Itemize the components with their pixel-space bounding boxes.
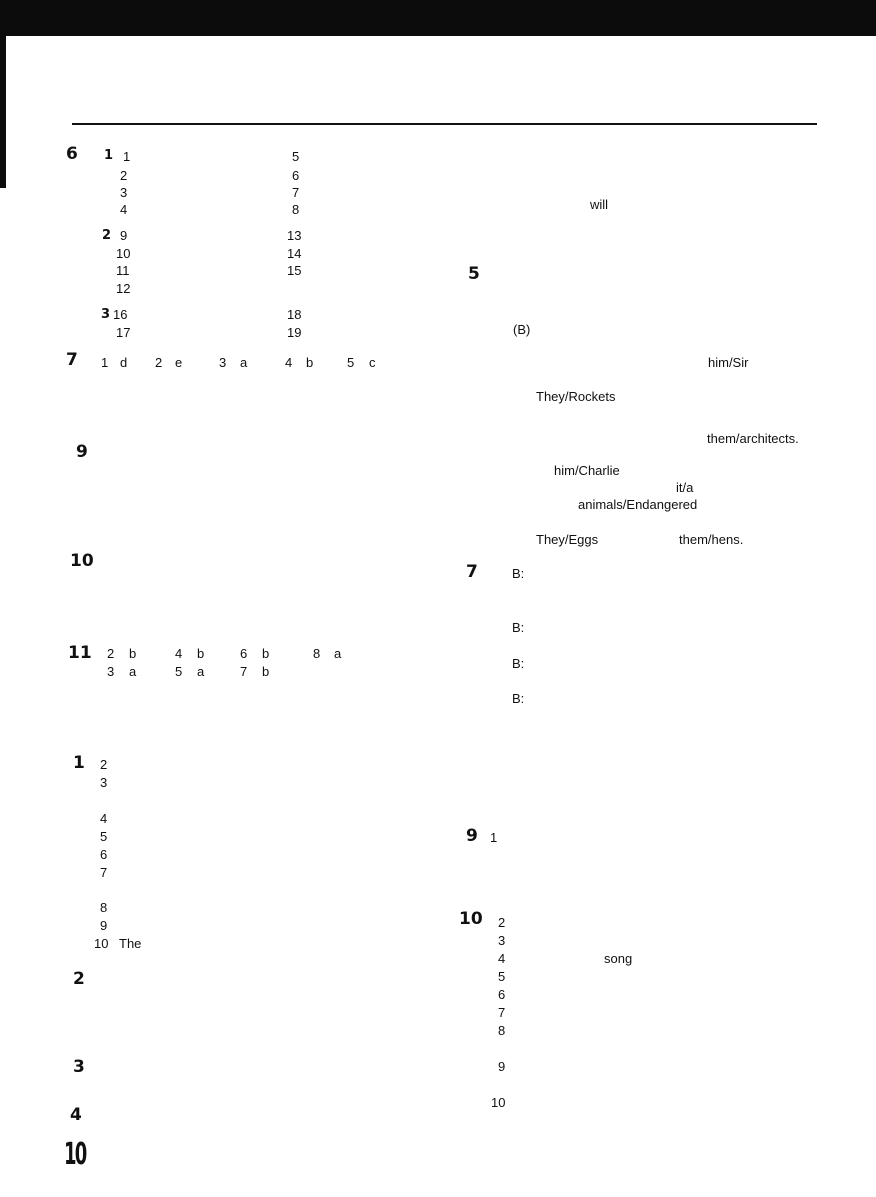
- exercise-6-part-1: 1: [104, 148, 114, 163]
- sec1-item: 3: [100, 775, 108, 790]
- ex7-item-answer: b: [306, 355, 314, 370]
- ex7-item-number: 5: [347, 355, 355, 370]
- ex11-item-answer: b: [262, 664, 270, 679]
- ex6-item: 9: [120, 228, 128, 243]
- exercise-6-number: 6: [66, 144, 78, 164]
- ex11-item-answer: a: [334, 646, 342, 661]
- ex6-item: 7: [292, 185, 300, 200]
- ex6-item: 19: [287, 325, 302, 340]
- ex10-item: 2: [498, 915, 506, 930]
- ex10-word: song: [604, 951, 633, 966]
- ex6-item: 18: [287, 307, 302, 322]
- ex7-item-number: 4: [285, 355, 293, 370]
- exercise-7-right-number: 7: [466, 562, 478, 582]
- section-2-number: 2: [73, 969, 85, 989]
- ex6-item: 8: [292, 202, 300, 217]
- ex11-item-number: 5: [175, 664, 183, 679]
- page-edge-bar: [0, 36, 6, 188]
- exercise-6-part-2: 2: [102, 228, 112, 243]
- ex11-item-answer: b: [197, 646, 205, 661]
- ex6-item: 4: [120, 202, 128, 217]
- ex6-item: 12: [116, 281, 131, 296]
- ex7-item-number: 2: [155, 355, 163, 370]
- exercise-7-number: 7: [66, 350, 78, 370]
- exercise-10-number: 10: [70, 551, 94, 571]
- ex6-item: 17: [116, 325, 131, 340]
- ex5-b-label: (B): [513, 322, 531, 337]
- section-1-number: 1: [73, 753, 85, 773]
- ex9-item: 1: [490, 830, 498, 845]
- section-3-number: 3: [73, 1057, 85, 1077]
- ex10-item: 5: [498, 969, 506, 984]
- ex10-item: 7: [498, 1005, 506, 1020]
- ex7-b-label: B:: [512, 691, 525, 706]
- ex7-b-label: B:: [512, 566, 525, 581]
- ex7-item-answer: c: [369, 355, 376, 370]
- ex11-item-answer: b: [129, 646, 137, 661]
- sec1-word: The: [119, 936, 142, 951]
- ex6-item: 10: [116, 246, 131, 261]
- ex5-word: They/Eggs: [536, 532, 599, 547]
- ex6-item: 11: [116, 263, 130, 278]
- ex5-word: it/a: [676, 480, 694, 495]
- word-will: will: [590, 197, 609, 212]
- ex11-item-number: 7: [240, 664, 248, 679]
- sec1-item: 4: [100, 811, 108, 826]
- ex5-word: them/hens.: [679, 532, 744, 547]
- ex5-word: him/Charlie: [554, 463, 620, 478]
- ex6-item: 2: [120, 168, 128, 183]
- ex7-b-label: B:: [512, 620, 525, 635]
- sec1-item: 9: [100, 918, 108, 933]
- ex10-item: 9: [498, 1059, 506, 1074]
- exercise-10-right-number: 10: [459, 909, 483, 929]
- exercise-9-number: 9: [76, 442, 88, 462]
- section-4-number: 4: [70, 1105, 82, 1125]
- ex6-item: 6: [292, 168, 300, 183]
- ex7-item-number: 3: [219, 355, 227, 370]
- ex11-item-number: 8: [313, 646, 321, 661]
- sec1-item: 5: [100, 829, 108, 844]
- ex11-item-answer: a: [197, 664, 205, 679]
- ex5-word: him/Sir: [708, 355, 749, 370]
- ex5-word: them/architects.: [707, 431, 799, 446]
- ex11-item-number: 6: [240, 646, 248, 661]
- ex10-item: 3: [498, 933, 506, 948]
- ex7-item-answer: a: [240, 355, 248, 370]
- exercise-11-number: 11: [68, 643, 92, 663]
- ex5-word: animals/Endangered: [578, 497, 698, 512]
- sec1-item: 8: [100, 900, 108, 915]
- ex11-item-answer: a: [129, 664, 137, 679]
- page-number: 10: [64, 1137, 86, 1172]
- ex6-item: 5: [292, 149, 300, 164]
- header-bar: [0, 0, 876, 36]
- ex10-item: 6: [498, 987, 506, 1002]
- ex7-item-number: 1: [101, 355, 109, 370]
- ex6-item: 15: [287, 263, 302, 278]
- ex7-b-label: B:: [512, 656, 525, 671]
- ex6-item: 16: [113, 307, 128, 322]
- ex6-item: 1: [123, 149, 131, 164]
- ex10-item: 4: [498, 951, 506, 966]
- ex10-item: 10: [491, 1095, 506, 1110]
- sec1-item: 6: [100, 847, 108, 862]
- ex7-item-answer: d: [120, 355, 128, 370]
- header-rule: [72, 123, 817, 125]
- ex11-item-number: 3: [107, 664, 115, 679]
- sec1-item: 7: [100, 865, 108, 880]
- sec1-item: 10: [94, 936, 109, 951]
- ex11-item-answer: b: [262, 646, 270, 661]
- ex5-word: They/Rockets: [536, 389, 616, 404]
- ex11-item-number: 2: [107, 646, 115, 661]
- exercise-6-part-3: 3: [101, 307, 111, 322]
- sec1-item: 2: [100, 757, 108, 772]
- exercise-9-right-number: 9: [466, 826, 478, 846]
- ex6-item: 3: [120, 185, 128, 200]
- ex6-item: 14: [287, 246, 302, 261]
- ex6-item: 13: [287, 228, 302, 243]
- exercise-5-number: 5: [468, 264, 480, 284]
- ex11-item-number: 4: [175, 646, 183, 661]
- ex7-item-answer: e: [175, 355, 183, 370]
- ex10-item: 8: [498, 1023, 506, 1038]
